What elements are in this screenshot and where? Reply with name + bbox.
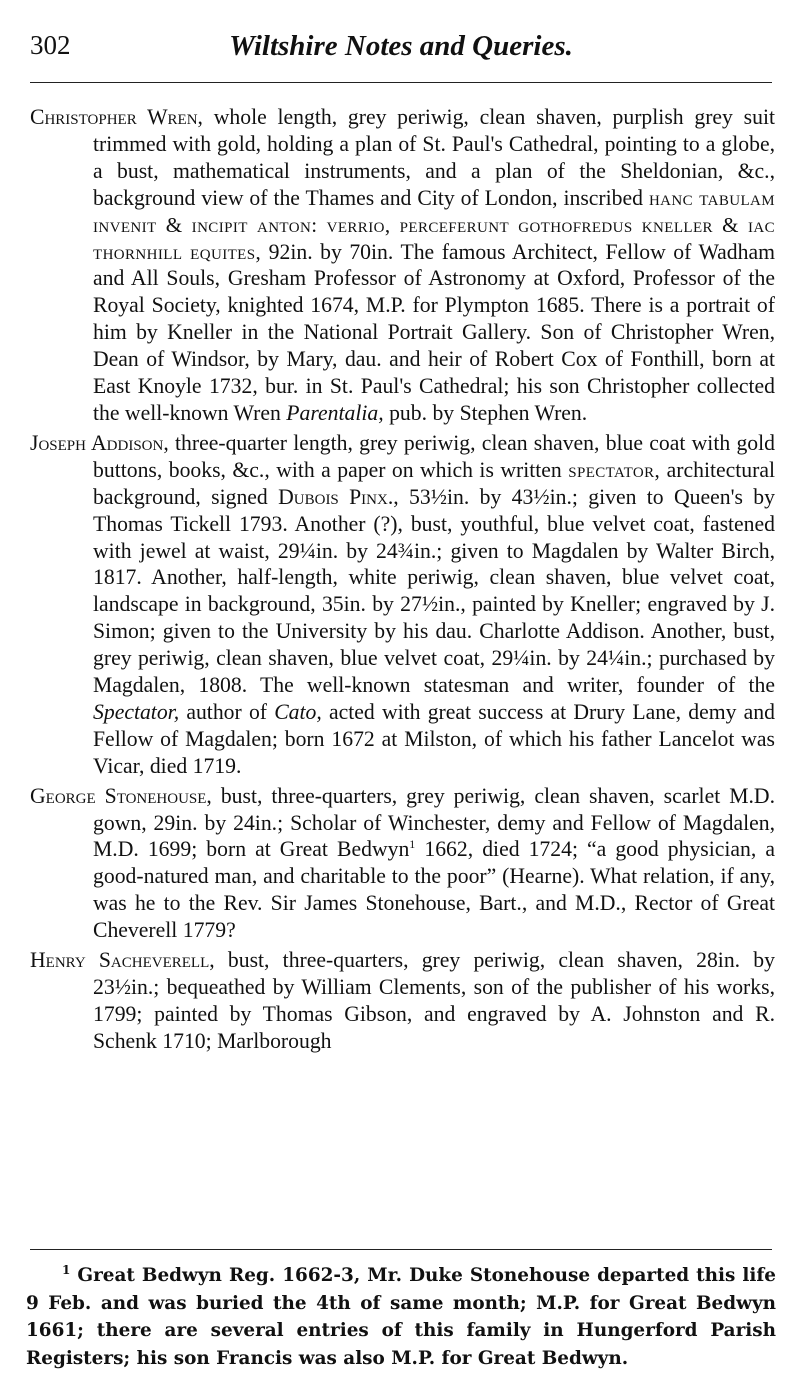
entry-name: Christopher Wren, [30,105,203,129]
footnote-rule [30,1249,772,1250]
entry-name: Joseph Addison, [30,430,169,455]
italic-title: Cato, [274,699,322,724]
entry-name: Henry Sacheverell, [30,948,215,973]
footnote [26,1262,776,1372]
entry-joseph-addison: Joseph Addison, three-quarter length, grey periwig, clean shaven, blue coat with gold buttons, books, &c., with a paper on which is written spectator, architectural background, signed Dubois Pinx., 53½in. by 43½in.; given to Queen's by Thomas Tickell 1793. Another (?), bust, youthful, blue velvet coat, fastened with jewel at waist, 29¼in. by 24¾in.; given to Magdalen by Walter Birch, 1817. Another, half-length, white periwig, clean shaven, blue velvet coat, landscape in background, 35in. by 27½in., painted by Kneller; engraved by J. Simon; given to the University by his dau. Charlotte Addison. Another, bust, grey periwig, clean shaven, blue velvet coat, 29¼in. by 24¼in.; purchased by Magdalen, 1808. The well-known statesman and writer, founder of the Spectator, author of Cato, acted with great success at Drury Lane, demy and Fellow of Magdalen; born 1672 at Milston, of which his father Lancelot was Vicar, died 1719. [30,430,775,778]
page-number: 302 [30,30,71,60]
italic-title: Spectator, [93,699,180,724]
inscription: hanc tabulam invenit & incipit anton: verrio, perceferunt gothofredus kneller & iac thornhill equites, [93,185,775,264]
entry-henry-sacheverell: Henry Sacheverell, bust, three-quarters, grey periwig, clean shaven, 28in. by 23½in.; bequeathed by William Clements, son of the publisher of his works, 1799; painted by Thomas Gibson, and engraved by A. Johnston and R. Schenk 1710; Marlborough [30,948,775,1053]
footnote-mark: 1 [62,1262,71,1277]
running-title: Wiltshire Notes and Queries. [229,30,573,62]
italic-title: Parentalia, [286,400,384,425]
footnote-text: Great Bedwyn Reg. 1662-3, Mr. Duke Stonehouse departed this life 9 Feb. and was buried the 4th of same month; M.P. for Great Bedwyn 1661; there are several entries of this family in Hungerford Parish Registers; his son Francis was also M.P. for Great Bedwyn. [26,1265,776,1369]
entry-george-stonehouse: George Stonehouse, bust, three-quarters, grey periwig, clean shaven, scarlet M.D. gown, 29in. by 24in.; Scholar of Winchester, demy and Fellow of Magdalen, M.D. 1699; born at Great Bedwyn$^1$ 1662, died 1724; “a good physician, a good-natured man, and charitable to the poor” (Hearne). What relation, if any, was he to the Rev. Sir James Stonehouse, Bart., and M.D., Rector of Great Cheverell 1779? [30,783,775,943]
entry-name: George Stonehouse, [30,783,212,808]
header-rule [30,82,772,83]
signature: Dubois Pinx., [278,484,399,509]
entry-christopher-wren: Christopher Wren, whole length, grey periwig, clean shaven, purplish grey suit trimmed with gold, holding a plan of St. Paul's Cathedral, pointing to a globe, a bust, mathematical instruments, and a plan of the Sheldonian, &c., background view of the Thames and City of London, inscribed hanc tabulam invenit & incipit anton: verrio, perceferunt gothofredus kneller & iac thornhill equites, 92in. by 70in. The famous Architect, Fellow of Wadham and All Souls, Gresham Professor of Astronomy at Oxford, Professor of the Royal Society, knighted 1674, M.P. for Plympton 1685. There is a portrait of him by Kneller in the National Portrait Gallery. Son of Christopher Wren, Dean of Windsor, by Mary, dau. and heir of Robert Cox of Fonthill, born at East Knoyle 1732, bur. in St. Paul's Cathedral; his son Christopher collected the well-known Wren Parentalia, pub. by Stephen Wren. [30,105,775,425]
inscription: spectator, [568,457,661,482]
page-header [30,30,772,70]
footnote-reference[interactable]: 1 [409,837,416,852]
portrait-entries [30,104,775,1058]
